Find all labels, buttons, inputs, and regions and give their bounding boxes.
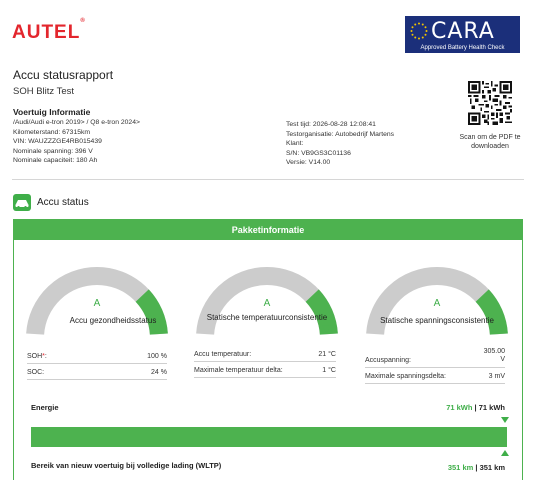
temperature-row xyxy=(194,346,336,362)
soh-row xyxy=(27,348,167,364)
range-total: 351 km xyxy=(479,463,505,472)
soc-label: SOC: xyxy=(27,369,45,376)
energy-bar-fill xyxy=(31,427,507,447)
gauge-grade: A xyxy=(263,298,271,309)
range-marker-icon xyxy=(501,450,509,456)
gauge-arc xyxy=(192,256,342,336)
cara-tagline: Approved Battery Health Check xyxy=(420,45,505,51)
range-value xyxy=(448,463,505,472)
gauge-grade: A xyxy=(93,298,101,309)
energy-separator: | xyxy=(472,403,479,412)
cara-badge xyxy=(405,16,520,53)
battery-car-icon xyxy=(13,194,31,211)
test-serial-number: S/N: VB9GS3C01136 xyxy=(286,149,351,157)
energy-bar xyxy=(31,427,507,447)
voltage-delta-label: Maximale spanningsdelta: xyxy=(365,373,446,380)
temperature-consistency-gauge xyxy=(192,256,342,336)
package-info-header: Pakketinformatie xyxy=(14,220,522,240)
vehicle-nominal-capacity: Nominale capaciteit: 180 Ah xyxy=(13,157,98,165)
eu-stars-icon xyxy=(410,22,428,40)
soh-gauge-label: Accu gezondheidsstatus xyxy=(69,316,157,325)
energy-value xyxy=(446,403,505,412)
vehicle-nominal-voltage: Nominale spanning: 396 V xyxy=(13,147,93,155)
test-version: Versie: V14.00 xyxy=(286,159,331,167)
autel-logo xyxy=(12,17,86,44)
test-organisation: Testorganisatie: Autobedrijf Martens xyxy=(286,130,395,138)
vehicle-info-heading: Voertuig Informatie xyxy=(13,107,91,117)
qr-code-icon[interactable] xyxy=(468,81,512,125)
range-current: 351 km xyxy=(447,463,474,472)
temperature-delta-value: 1 °C xyxy=(322,367,336,374)
vehicle-mileage: Kilometerstand: 67315km xyxy=(13,128,91,136)
section-divider xyxy=(12,179,524,180)
registered-mark-icon: ® xyxy=(80,17,86,24)
range-label: Bereik van nieuw voertuig bij volledige lading (WLTP) xyxy=(31,461,222,470)
energy-current: 71 kWh xyxy=(446,403,473,412)
soh-label: SOH xyxy=(27,353,43,360)
report-title: Accu statusrapport xyxy=(13,68,114,82)
voltage-unit: V xyxy=(500,356,505,363)
range-separator: | xyxy=(473,463,480,472)
vehicle-vin: VIN: WAUZZZGE4RB015439 xyxy=(13,138,102,146)
soc-row xyxy=(27,364,167,380)
voltage-row xyxy=(365,348,505,368)
soc-value: 24 % xyxy=(151,369,167,376)
temperature-label: Accu temperatuur: xyxy=(194,351,252,358)
voltage-delta-row xyxy=(365,368,505,384)
accu-status-title: Accu status xyxy=(37,197,89,208)
voltage-delta-value: 3 mV xyxy=(488,373,505,380)
voltage-label: Accuspanning: xyxy=(365,357,411,364)
qr-caption: Scan om de PDF te downloaden xyxy=(459,134,521,150)
vehicle-info xyxy=(13,107,273,166)
cara-name: CARA xyxy=(431,19,495,44)
gauge-grade: A xyxy=(433,298,441,309)
brand-name: AUTEL xyxy=(12,22,81,43)
temperature-delta-row xyxy=(194,362,336,378)
test-info xyxy=(286,120,446,168)
soh-marker: * xyxy=(42,353,45,360)
voltage-gauge-label: Statische spanningsconsistentie xyxy=(380,316,494,325)
soh-value: 100 % xyxy=(147,353,167,360)
soh-suffix: : xyxy=(44,353,47,360)
energy-total: 71 kWh xyxy=(478,403,505,412)
energy-label: Energie xyxy=(31,403,59,412)
test-customer: Klant: xyxy=(286,140,304,148)
temperature-delta-label: Maximale temperatuur delta: xyxy=(194,367,283,374)
temperature-gauge-label: Statische temperatuurconsistentie xyxy=(206,313,328,322)
voltage-value: 305.00 xyxy=(483,348,505,355)
test-time: Test tijd: 2026-08-28 12:08:41 xyxy=(286,121,376,128)
report-subtitle: SOH Blitz Test xyxy=(13,86,75,97)
temperature-value: 21 °C xyxy=(318,351,336,358)
vehicle-model: /Audi/Audi e-tron 2019> / Q8 e-tron 2024> xyxy=(13,119,140,126)
energy-marker-icon xyxy=(501,417,509,423)
